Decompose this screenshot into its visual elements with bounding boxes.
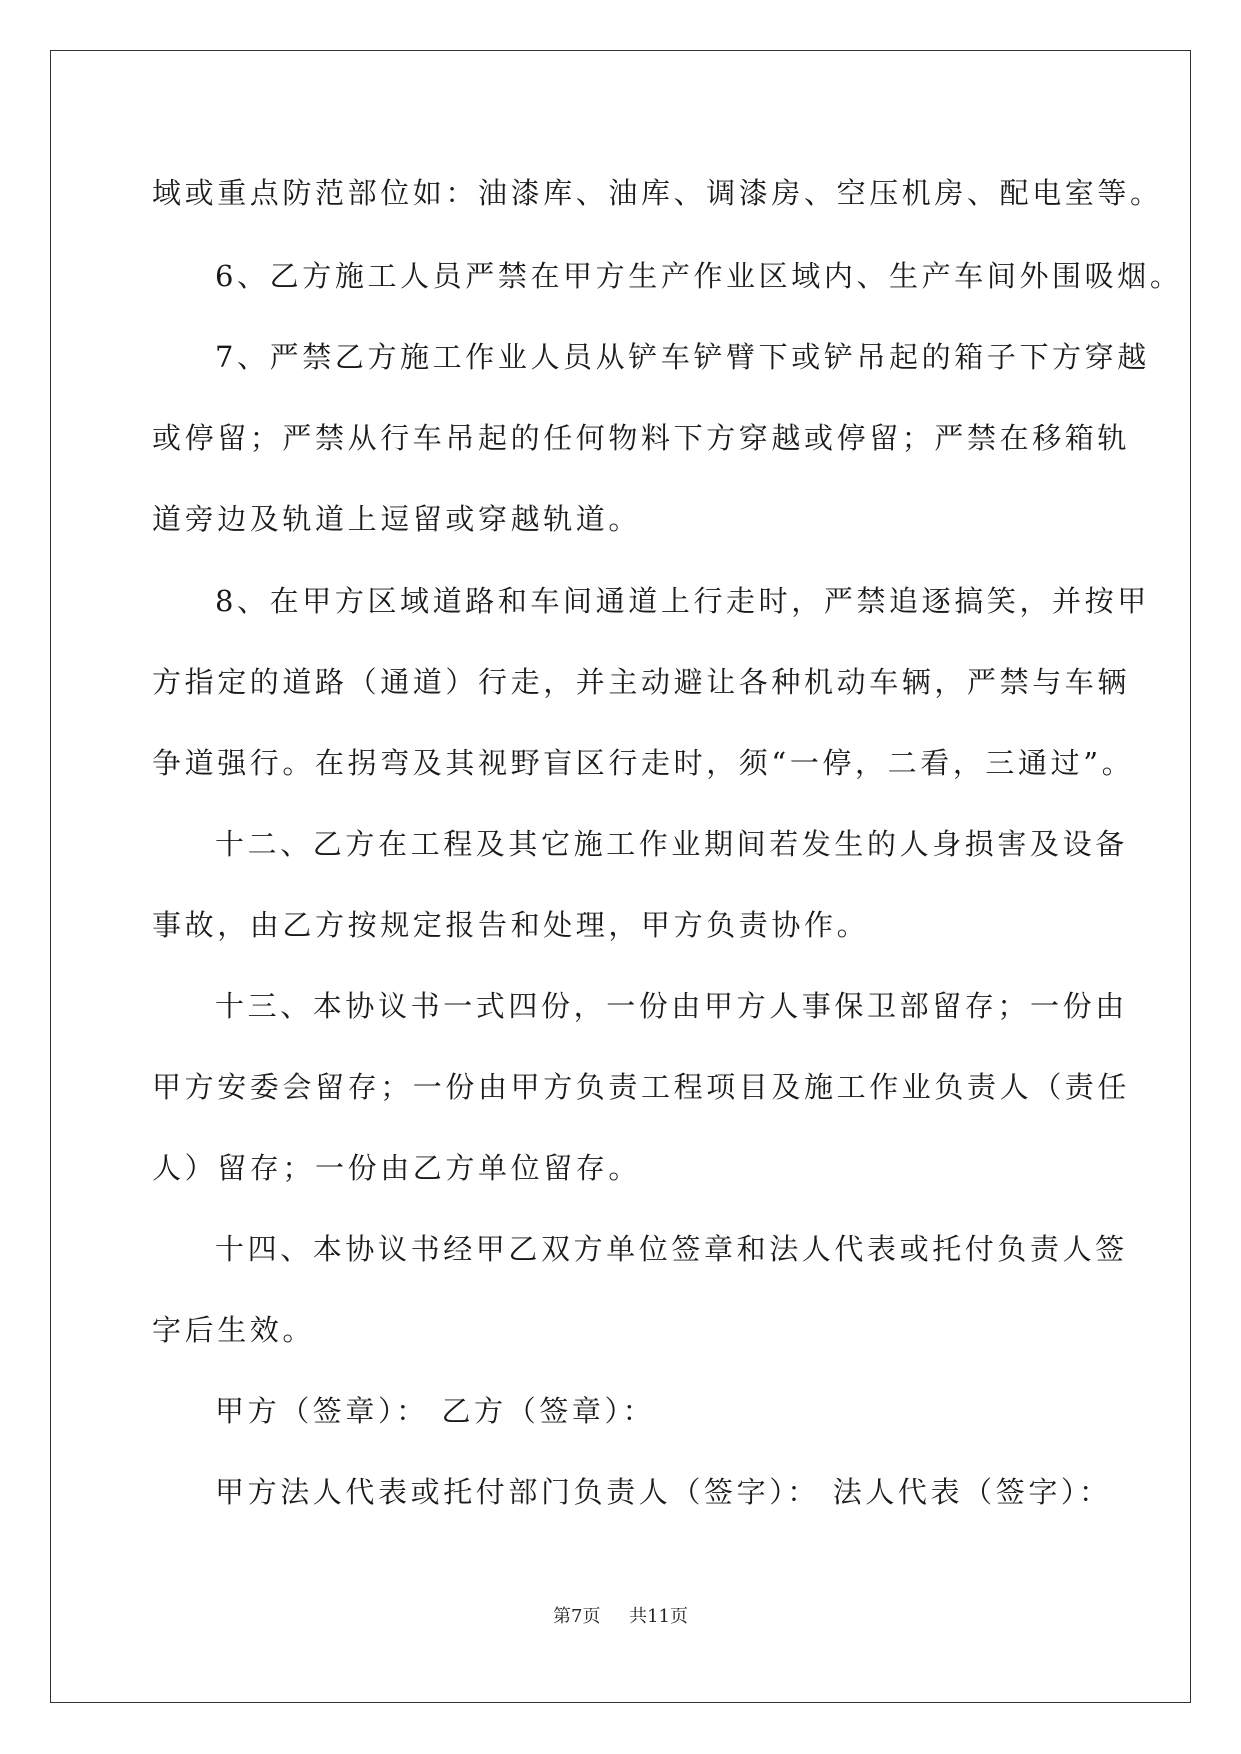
page-number: 第7页 <box>553 1606 601 1627</box>
page-total: 共11页 <box>629 1606 688 1627</box>
signature-line-seal: 甲方（签章）： 乙方（签章）： <box>215 1394 656 1428</box>
text-line: 方指定的道路（通道）行走，并主动避让各种机动车辆，严禁与车辆 <box>152 665 1131 699</box>
text-line: 事故，由乙方按规定报告和处理，甲方负责协作。 <box>152 908 870 942</box>
text-line: 十四、本协议书经甲乙双方单位签章和法人代表或托付负责人签 <box>215 1232 1128 1266</box>
page-border <box>50 50 1191 1703</box>
text-line: 甲方安委会留存；一份由甲方负责工程项目及施工作业负责人（责任 <box>152 1070 1131 1104</box>
text-line: 人）留存；一份由乙方单位留存。 <box>152 1151 642 1185</box>
text-line: 域或重点防范部位如：油漆库、油库、调漆房、空压机房、配电室等。 <box>152 176 1163 210</box>
text-line: 字后生效。 <box>152 1313 316 1347</box>
text-line: 道旁边及轨道上逗留或穿越轨道。 <box>152 502 642 536</box>
text-line: 十二、乙方在工程及其它施工作业期间若发生的人身损害及设备 <box>215 827 1128 861</box>
signature-line-representative: 甲方法人代表或托付部门负责人（签字）： 法人代表（签字）： <box>215 1475 1112 1509</box>
page-footer <box>0 1606 1241 1628</box>
text-line: 7、严禁乙方施工作业人员从铲车铲臂下或铲吊起的箱子下方穿越 <box>215 340 1150 374</box>
text-line: 8、在甲方区域道路和车间通道上行走时，严禁追逐搞笑，并按甲 <box>215 584 1150 618</box>
text-line: 争道强行。在拐弯及其视野盲区行走时，须“一停，二看，三通过”。 <box>152 746 1135 780</box>
text-line: 6、乙方施工人员严禁在甲方生产作业区域内、生产车间外围吸烟。 <box>215 259 1183 293</box>
text-line: 十三、本协议书一式四份，一份由甲方人事保卫部留存；一份由 <box>215 989 1128 1023</box>
text-line: 或停留；严禁从行车吊起的任何物料下方穿越或停留；严禁在移箱轨 <box>152 421 1131 455</box>
